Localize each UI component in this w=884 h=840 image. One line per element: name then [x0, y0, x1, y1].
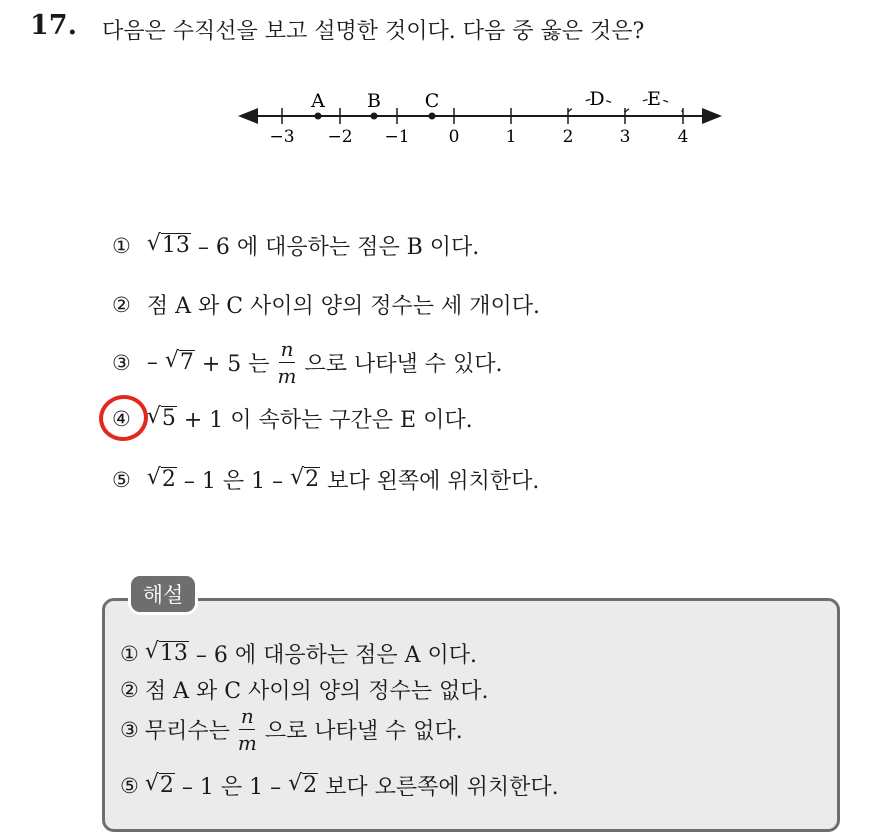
option-3[interactable]	[112, 338, 503, 387]
explanation-text: 보다 오른쪽에 위치한다.	[325, 775, 559, 800]
square-root: √ 2	[146, 465, 176, 493]
question-number: 17.	[30, 10, 77, 41]
explanation-line-4	[120, 770, 559, 801]
explanation-number: ③	[120, 717, 139, 742]
option-4[interactable]	[112, 403, 473, 434]
interval-label-e: E	[647, 88, 661, 110]
square-root: √ 2	[288, 771, 318, 799]
option-1[interactable]	[112, 230, 479, 261]
option-2[interactable]	[112, 289, 540, 320]
square-root: √ 2	[290, 465, 320, 493]
explanation-line-1	[120, 638, 477, 669]
explanation-number: ①	[120, 641, 139, 666]
tick-label: 1	[505, 127, 517, 147]
tick-label: −1	[384, 127, 410, 147]
explanation-prefix: 무리수는	[144, 719, 230, 744]
square-root: √ 5	[146, 404, 176, 432]
point-label-b: B	[367, 90, 381, 112]
tick-label: 4	[677, 127, 689, 147]
explanation-number: ⑤	[120, 773, 139, 798]
point-b-dot	[371, 113, 378, 120]
option-number: ②	[112, 292, 131, 317]
explanation-line-2	[120, 674, 489, 705]
option-number: ③	[112, 350, 131, 375]
square-root: √ 7	[164, 348, 194, 376]
interval-label-d: D	[589, 88, 605, 110]
number-line	[0, 80, 884, 160]
square-root: √ 13	[146, 231, 190, 259]
explanation-line-3	[120, 705, 463, 754]
option-number: ①	[112, 233, 131, 258]
tick-label: 0	[448, 127, 460, 147]
tick-label: −2	[327, 127, 353, 147]
option-text: 으로 나타낼 수 있다.	[304, 352, 503, 377]
explanation-number: ②	[120, 677, 139, 702]
square-root: √ 2	[144, 771, 174, 799]
fraction: $\frac{n}{m}$	[237, 704, 257, 755]
tick-label: 2	[562, 127, 574, 147]
point-a-dot	[315, 113, 322, 120]
point-label-c: C	[424, 90, 440, 112]
tick-label: −3	[269, 127, 295, 147]
explanation-text: 으로 나타낼 수 없다.	[264, 719, 463, 744]
option-number: ④	[112, 406, 131, 431]
option-text: – 6 에 대응하는 점은 B 이다.	[197, 235, 480, 260]
option-prefix: –	[146, 350, 158, 375]
option-number: ⑤	[112, 467, 131, 492]
point-label-a: A	[311, 90, 325, 112]
option-mid: + 5 는	[201, 352, 270, 377]
option-text: 보다 왼쪽에 위치한다.	[327, 469, 540, 494]
point-c-dot	[429, 113, 436, 120]
explanation-text: 점 A 와 C 사이의 양의 정수는 없다.	[144, 679, 489, 704]
option-text: + 1 이 속하는 구간은 E 이다.	[183, 408, 473, 433]
option-text: 점 A 와 C 사이의 양의 정수는 세 개이다.	[146, 294, 541, 319]
fraction: $\frac{n}{m}$	[277, 337, 297, 388]
explanation-tag: 해설	[128, 573, 198, 615]
square-root: √ 13	[144, 639, 188, 667]
explanation-text: – 6 에 대응하는 점은 A 이다.	[195, 643, 477, 668]
option-5[interactable]	[112, 464, 539, 495]
tick-label: 3	[619, 127, 631, 147]
question-text: 다음은 수직선을 보고 설명한 것이다. 다음 중 옳은 것은?	[102, 19, 645, 44]
explanation-mid: – 1 은 1 –	[181, 775, 282, 800]
option-mid: – 1 은 1 –	[183, 469, 284, 494]
